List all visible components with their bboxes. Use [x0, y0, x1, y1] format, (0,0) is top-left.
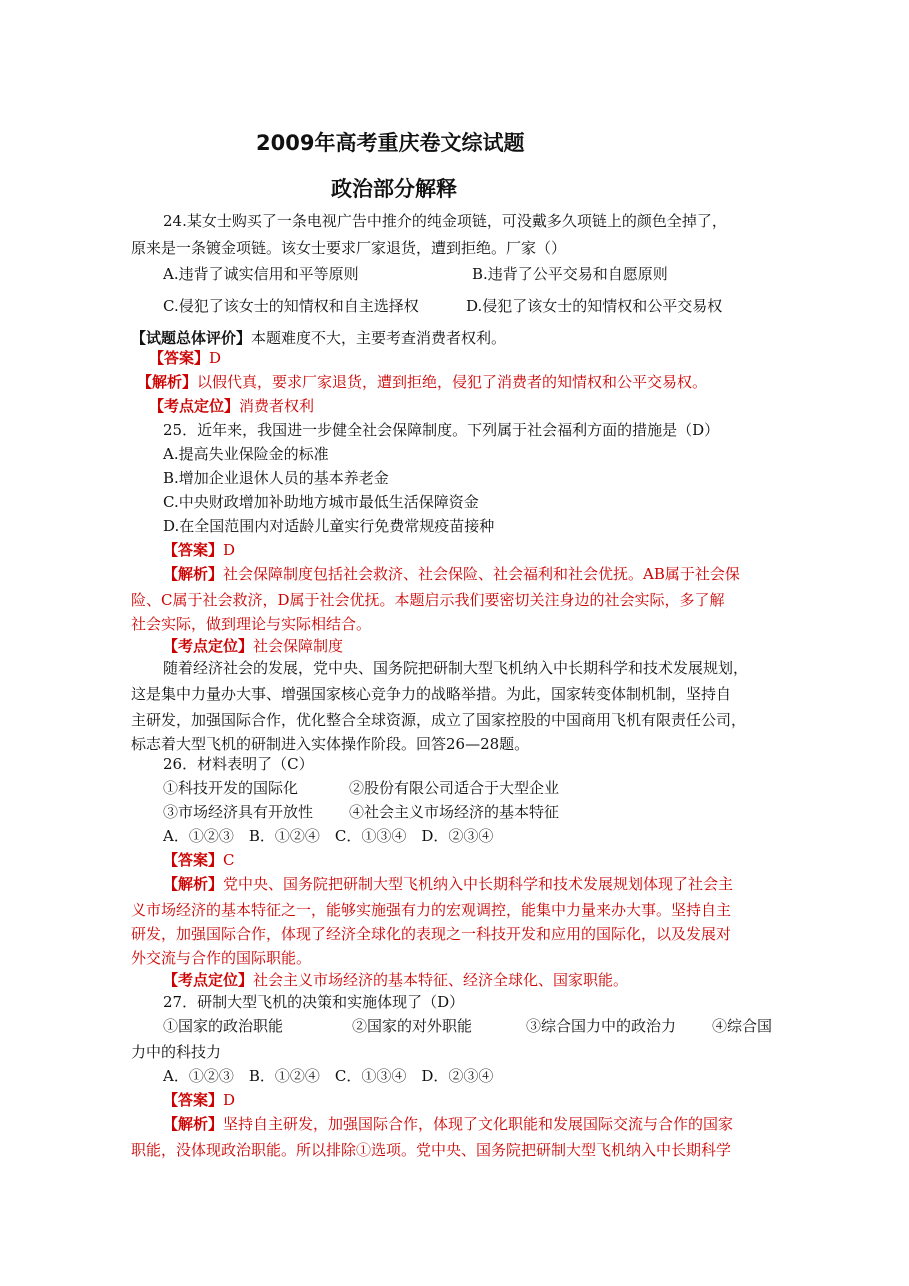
q26-analysis-line2: 义市场经济的基本特征之一，能够实施强有力的宏观调控，能集中力量来办大事。坚持自主 [131, 901, 732, 919]
q24-answer-label: 【答案】 [149, 349, 210, 367]
q26-analysis-line4: 外交流与合作的国际职能。 [131, 949, 312, 967]
q25-answer [163, 539, 235, 561]
q25-stem: 25．近年来，我国进一步健全社会保障制度。下列属于社会福利方面的措施是（D） [163, 421, 720, 439]
q26-point-label: 【考点定位】 [163, 971, 254, 989]
q27-analysis-line2: 职能，没体现政治职能。所以排除①选项。党中央、国务院把研制大型飞机纳入中长期科学 [131, 1141, 732, 1159]
q25-answer-value: D [223, 541, 236, 559]
q25-point-label: 【考点定位】 [163, 637, 254, 655]
q26-analysis-line1 [163, 873, 733, 895]
q26-option-4: ④社会主义市场经济的基本特征 [349, 803, 560, 821]
q26-choices: A．①②③ B．①②④ C．①③④ D．②③④ [163, 827, 494, 845]
q24-answer [149, 347, 221, 369]
q26-answer-label: 【答案】 [163, 851, 224, 869]
q27-answer-label: 【答案】 [163, 1091, 224, 1109]
q26-point-text: 社会主义市场经济的基本特征、经济全球化、国家职能。 [253, 971, 629, 989]
q24-option-b: B.违背了公平交易和自愿原则 [472, 265, 668, 283]
q24-stem-line1: 24.某女士购买了一条电视广告中推介的纯金项链，可没戴多久项链上的颜色全掉了， [163, 212, 727, 230]
q24-analysis [137, 371, 707, 393]
q24-stem-line2: 原来是一条镀金项链。该女士要求厂家退货，遭到拒绝。厂家（） [131, 239, 567, 257]
q26-stem: 26．材料表明了（C） [163, 755, 314, 773]
q24-evaluation-label: 【试题总体评价】 [131, 329, 252, 347]
q27-option-1: ①国家的政治职能 [163, 1017, 284, 1035]
q27-option-4: ④综合国 [712, 1017, 773, 1035]
q25-option-a: A.提高失业保险金的标准 [163, 445, 329, 463]
q25-option-b: B.增加企业退休人员的基本养老金 [163, 469, 389, 487]
q26-option-3: ③市场经济具有开放性 [163, 803, 314, 821]
q25-answer-label: 【答案】 [163, 541, 224, 559]
q25-analysis-line1 [163, 563, 740, 585]
material-line2: 这是集中力量办大事、增强国家核心竞争力的战略举措。为此，国家转变体制机制，坚持自 [131, 685, 732, 703]
q26-analysis-text1: 党中央、国务院把研制大型飞机纳入中长期科学和技术发展规划体现了社会主 [223, 875, 734, 893]
q24-point-text: 消费者权利 [239, 397, 315, 415]
q26-analysis-line3: 研发，加强国际合作，体现了经济全球化的表现之一科技开发和应用的国际化，以及发展对 [131, 925, 732, 943]
q27-answer-value: D [223, 1091, 236, 1109]
material-line3: 主研发，加强国际合作，优化整合全球资源，成立了国家控股的中国商用飞机有限责任公司， [131, 711, 747, 729]
q25-option-c: C.中央财政增加补助地方城市最低生活保障资金 [163, 493, 479, 511]
q26-answer [163, 849, 235, 871]
q26-point [163, 969, 628, 991]
q27-stem: 27．研制大型飞机的决策和实施体现了（D） [163, 993, 465, 1011]
q26-answer-value: C [223, 851, 235, 869]
q27-choices: A．①②③ B．①②④ C．①③④ D．②③④ [163, 1067, 494, 1085]
q25-point-text: 社会保障制度 [253, 637, 344, 655]
q25-analysis-line2: 险、C属于社会救济，D属于社会优抚。本题启示我们要密切关注身边的社会实际，多了解 [131, 591, 725, 609]
q24-option-d: D.侵犯了该女士的知情权和公平交易权 [466, 297, 723, 315]
q27-answer [163, 1089, 235, 1111]
q24-evaluation [131, 327, 506, 349]
q27-option-3: ③综合国力中的政治力 [526, 1017, 677, 1035]
q24-point-label: 【考点定位】 [149, 397, 240, 415]
material-line4: 标志着大型飞机的研制进入实体操作阶段。回答26—28题。 [131, 735, 530, 753]
page-subtitle: 政治部分解释 [331, 177, 457, 201]
q24-analysis-text: 以假代真，要求厂家退货，遭到拒绝，侵犯了消费者的知情权和公平交易权。 [197, 373, 708, 391]
q24-evaluation-text: 本题难度不大，主要考查消费者权利。 [251, 329, 507, 347]
q25-analysis-label: 【解析】 [163, 565, 224, 583]
q26-option-2: ②股份有限公司适合于大型企业 [349, 779, 560, 797]
q27-option-2: ②国家的对外职能 [352, 1017, 473, 1035]
q27-analysis-text1: 坚持自主研发，加强国际合作，体现了文化职能和发展国际交流与合作的国家 [223, 1115, 734, 1133]
q24-option-c: C.侵犯了该女士的知情权和自主选择权 [163, 297, 419, 315]
q26-option-1: ①科技开发的国际化 [163, 779, 299, 797]
q27-option-4-cont: 力中的科技力 [131, 1043, 222, 1061]
q24-answer-value: D [209, 349, 222, 367]
page-title: 2009年高考重庆卷文综试题 [256, 131, 525, 155]
q27-analysis-label: 【解析】 [163, 1115, 224, 1133]
q24-analysis-label: 【解析】 [137, 373, 198, 391]
material-line1: 随着经济社会的发展，党中央、国务院把研制大型飞机纳入中长期科学和技术发展规划， [163, 659, 749, 677]
q25-analysis-text1: 社会保障制度包括社会救济、社会保险、社会福利和社会优抚。AB属于社会保 [223, 565, 740, 583]
q24-option-a: A.违背了诚实信用和平等原则 [163, 265, 359, 283]
q24-point [149, 395, 314, 417]
q25-option-d: D.在全国范围内对适龄儿童实行免费常规疫苗接种 [163, 517, 495, 535]
q27-analysis-line1 [163, 1113, 733, 1135]
q25-analysis-line3: 社会实际，做到理论与实际相结合。 [131, 615, 372, 633]
q26-analysis-label: 【解析】 [163, 875, 224, 893]
q25-point [163, 635, 343, 657]
